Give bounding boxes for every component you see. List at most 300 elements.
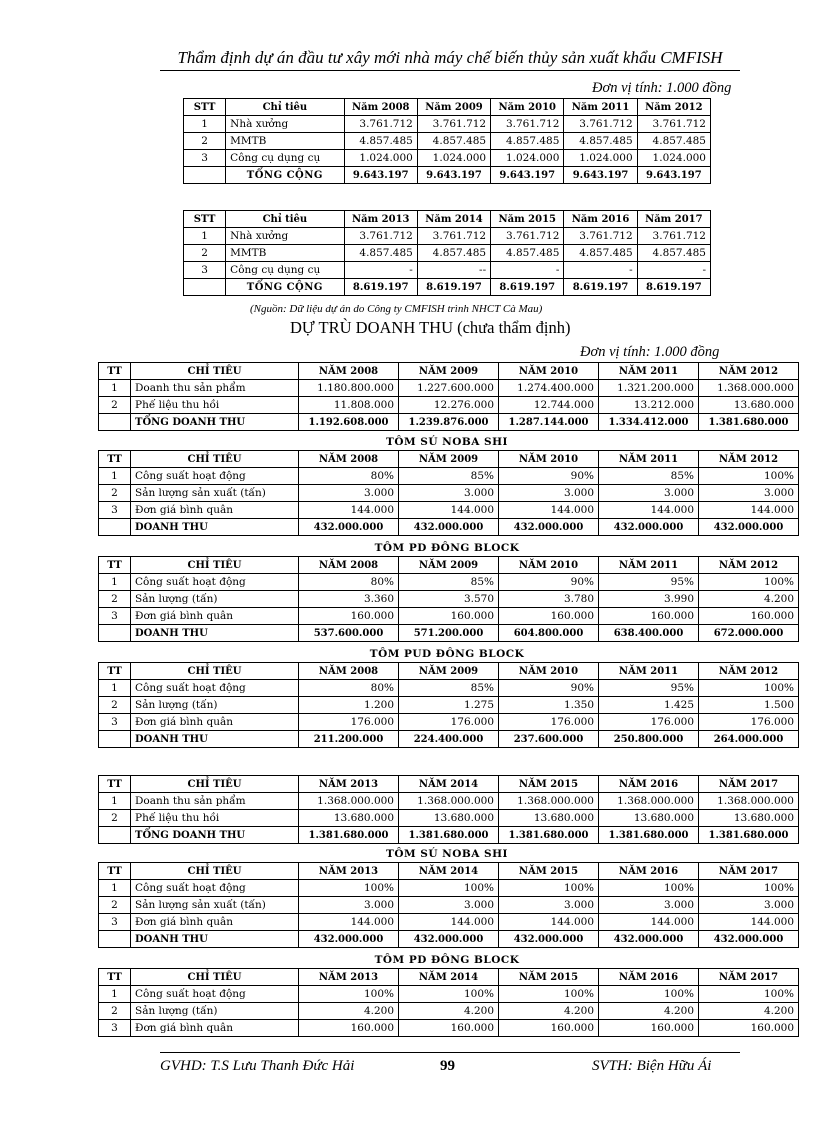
cell-value: 176.000 — [499, 714, 599, 731]
row-index: 3 — [184, 150, 226, 167]
table-row — [99, 591, 799, 608]
table-row — [99, 485, 799, 502]
cell-value: 3.000 — [399, 485, 499, 502]
total-value — [184, 279, 226, 296]
column-header: NĂM 2014 — [399, 863, 499, 880]
total-value — [99, 731, 131, 748]
row-label: MMTB — [226, 245, 344, 262]
cell-value: 85% — [399, 574, 499, 591]
table-row — [99, 880, 799, 897]
row-label: Doanh thu sản phẩm — [131, 793, 299, 810]
cell-value: 3.000 — [599, 485, 699, 502]
pd-table-2013-2017 — [98, 968, 799, 1037]
column-header: NĂM 2016 — [599, 863, 699, 880]
column-header: CHỈ TIÊU — [131, 863, 299, 880]
total-value: 1.287.144.000 — [499, 414, 599, 431]
cell-value: 3.000 — [499, 897, 599, 914]
unit-label: Đơn vị tính: 1.000 đồng — [592, 80, 732, 96]
cell-value: 100% — [399, 880, 499, 897]
cell-value: 4.857.485 — [417, 133, 490, 150]
column-header: NĂM 2008 — [299, 557, 399, 574]
total-value: 9.643.197 — [637, 167, 710, 184]
cell-value: 1.368.000.000 — [499, 793, 599, 810]
column-header: STT — [184, 99, 226, 116]
cell-value: 160.000 — [699, 608, 799, 625]
column-header: NĂM 2008 — [299, 363, 399, 380]
table-row — [99, 397, 799, 414]
header-row — [184, 99, 711, 116]
row-label: Nhà xưởng — [226, 116, 344, 133]
row-label: Công suất hoạt động — [131, 880, 299, 897]
total-value: 250.800.000 — [599, 731, 699, 748]
column-header: NĂM 2012 — [699, 363, 799, 380]
cell-value: - — [344, 262, 417, 279]
page-header: Thẩm định dự án đầu tư xây mới nhà máy chế biến thủy sản xuất khẩu CMFISH — [160, 48, 740, 71]
row-index: 1 — [99, 574, 131, 591]
cell-value: - — [491, 262, 564, 279]
cell-value: 3.000 — [499, 485, 599, 502]
table-row — [184, 150, 711, 167]
column-header: NĂM 2009 — [399, 451, 499, 468]
cell-value: 95% — [599, 680, 699, 697]
row-label: Sản lượng (tấn) — [131, 591, 299, 608]
column-header: Năm 2017 — [637, 211, 710, 228]
cell-value: 3.000 — [699, 485, 799, 502]
table-row — [99, 1020, 799, 1037]
source-note: (Nguồn: Dữ liệu dự án do Công ty CMFISH trình NHCT Cà Mau) — [250, 303, 543, 315]
row-index: 2 — [99, 1003, 131, 1020]
total-row — [99, 731, 799, 748]
total-value: 432.000.000 — [499, 519, 599, 536]
cell-value: 3.000 — [699, 897, 799, 914]
column-header: Năm 2013 — [344, 211, 417, 228]
footer-rule — [160, 1052, 740, 1053]
column-header: Năm 2012 — [637, 99, 710, 116]
total-value: 224.400.000 — [399, 731, 499, 748]
cell-value: 4.857.485 — [564, 245, 637, 262]
cell-value: 1.180.800.000 — [299, 380, 399, 397]
total-value — [99, 414, 131, 431]
table-row — [99, 1003, 799, 1020]
row-label: Công suất hoạt động — [131, 680, 299, 697]
cell-value: 100% — [699, 986, 799, 1003]
revenue-table-2008-2012 — [98, 362, 799, 431]
table-row — [99, 380, 799, 397]
row-index: 1 — [99, 380, 131, 397]
column-header: Năm 2008 — [344, 99, 417, 116]
cell-value: 3.761.712 — [344, 228, 417, 245]
cell-value: 3.761.712 — [344, 116, 417, 133]
column-header: CHỈ TIÊU — [131, 663, 299, 680]
row-label: Sản lượng (tấn) — [131, 697, 299, 714]
total-label: TỔNG DOANH THU — [131, 414, 299, 431]
investment-table-2008-2012 — [183, 98, 711, 184]
cell-value: 13.212.000 — [599, 397, 699, 414]
column-header: NĂM 2017 — [699, 969, 799, 986]
total-value — [99, 931, 131, 948]
cell-value: 90% — [499, 468, 599, 485]
column-header: Chỉ tiêu — [226, 99, 344, 116]
cell-value: 1.368.000.000 — [299, 793, 399, 810]
cell-value: 160.000 — [599, 1020, 699, 1037]
total-row — [99, 827, 799, 844]
header-row — [99, 863, 799, 880]
row-index: 3 — [99, 1020, 131, 1037]
row-label: Công cụ dụng cụ — [226, 150, 344, 167]
header-row — [99, 363, 799, 380]
row-index: 1 — [99, 986, 131, 1003]
cell-value: 1.425 — [599, 697, 699, 714]
cell-value: 160.000 — [299, 1020, 399, 1037]
caption-pd-1: TÔM PD ĐÔNG BLOCK — [374, 542, 520, 554]
cell-value: 12.744.000 — [499, 397, 599, 414]
cell-value: 3.000 — [599, 897, 699, 914]
table-row — [99, 468, 799, 485]
column-header: NĂM 2013 — [299, 863, 399, 880]
row-label: Đơn giá bình quân — [131, 502, 299, 519]
cell-value: 144.000 — [599, 502, 699, 519]
total-value: 1.381.680.000 — [399, 827, 499, 844]
total-value: 432.000.000 — [599, 519, 699, 536]
total-value: 237.600.000 — [499, 731, 599, 748]
row-label: Sản lượng sản xuất (tấn) — [131, 897, 299, 914]
cell-value: 144.000 — [499, 914, 599, 931]
total-label: TỔNG DOANH THU — [131, 827, 299, 844]
cell-value: 1.368.000.000 — [399, 793, 499, 810]
column-header: NĂM 2009 — [399, 363, 499, 380]
total-value: 432.000.000 — [299, 519, 399, 536]
column-header: NĂM 2008 — [299, 451, 399, 468]
total-label: DOANH THU — [131, 731, 299, 748]
cell-value: 1.321.200.000 — [599, 380, 699, 397]
cell-value: 13.680.000 — [399, 810, 499, 827]
cell-value: 144.000 — [699, 914, 799, 931]
table-row — [99, 502, 799, 519]
cell-value: 100% — [699, 574, 799, 591]
column-header: NĂM 2012 — [699, 451, 799, 468]
column-header: NĂM 2014 — [399, 776, 499, 793]
row-label: Doanh thu sản phẩm — [131, 380, 299, 397]
column-header: CHỈ TIÊU — [131, 969, 299, 986]
column-header: NĂM 2013 — [299, 776, 399, 793]
total-value: 1.239.876.000 — [399, 414, 499, 431]
cell-value: 176.000 — [699, 714, 799, 731]
total-row — [184, 167, 711, 184]
cell-value: 176.000 — [299, 714, 399, 731]
cell-value: 3.000 — [399, 897, 499, 914]
cell-value: 85% — [599, 468, 699, 485]
cell-value: 11.808.000 — [299, 397, 399, 414]
cell-value: 4.200 — [699, 1003, 799, 1020]
pud-table-2008-2012 — [98, 662, 799, 748]
row-index: 3 — [99, 502, 131, 519]
column-header: NĂM 2008 — [299, 663, 399, 680]
cell-value: 4.200 — [499, 1003, 599, 1020]
cell-value: 1.024.000 — [344, 150, 417, 167]
column-header: NĂM 2009 — [399, 663, 499, 680]
column-header: Năm 2014 — [417, 211, 490, 228]
row-index: 1 — [184, 228, 226, 245]
cell-value: 1.227.600.000 — [399, 380, 499, 397]
cell-value: 100% — [299, 986, 399, 1003]
row-label: MMTB — [226, 133, 344, 150]
cell-value: 100% — [699, 680, 799, 697]
cell-value: 100% — [499, 880, 599, 897]
column-header: Năm 2009 — [417, 99, 490, 116]
caption-noba-1: TÔM SÚ NOBA SHI — [386, 436, 508, 448]
table-row — [99, 680, 799, 697]
cell-value: 160.000 — [499, 1020, 599, 1037]
footer-advisor: GVHD: T.S Lưu Thanh Đức Hải — [160, 1058, 355, 1074]
column-header: NĂM 2010 — [499, 363, 599, 380]
cell-value: 1.350 — [499, 697, 599, 714]
caption-noba-2: TÔM SÚ NOBA SHI — [386, 848, 508, 860]
row-label: Nhà xưởng — [226, 228, 344, 245]
cell-value: 4.200 — [699, 591, 799, 608]
column-header: NĂM 2017 — [699, 776, 799, 793]
cell-value: 1.200 — [299, 697, 399, 714]
header-row — [99, 451, 799, 468]
noba-table-2008-2012 — [98, 450, 799, 536]
row-label: Sản lượng (tấn) — [131, 1003, 299, 1020]
unit-label-2: Đơn vị tính: 1.000 đồng — [580, 344, 720, 360]
total-row — [99, 519, 799, 536]
cell-value: 80% — [299, 468, 399, 485]
total-value: 1.381.680.000 — [699, 414, 799, 431]
cell-value: 13.680.000 — [699, 810, 799, 827]
cell-value: - — [637, 262, 710, 279]
column-header: TT — [99, 363, 131, 380]
total-value — [99, 519, 131, 536]
total-value: 1.381.680.000 — [599, 827, 699, 844]
table-row — [184, 116, 711, 133]
total-value: 571.200.000 — [399, 625, 499, 642]
cell-value: 95% — [599, 574, 699, 591]
column-header: NĂM 2010 — [499, 663, 599, 680]
footer-student: SVTH: Biện Hữu Ái — [592, 1058, 712, 1074]
row-index: 2 — [99, 897, 131, 914]
row-index: 1 — [99, 880, 131, 897]
row-index: 2 — [99, 810, 131, 827]
total-value: 1.381.680.000 — [499, 827, 599, 844]
cell-value: 4.857.485 — [344, 133, 417, 150]
cell-value: 85% — [399, 680, 499, 697]
cell-value: 100% — [599, 986, 699, 1003]
column-header: TT — [99, 557, 131, 574]
revenue-table-2013-2017 — [98, 775, 799, 844]
total-row — [99, 414, 799, 431]
column-header: NĂM 2010 — [499, 451, 599, 468]
cell-value: 1.500 — [699, 697, 799, 714]
cell-value: 176.000 — [399, 714, 499, 731]
total-row — [99, 931, 799, 948]
column-header: CHỈ TIÊU — [131, 363, 299, 380]
total-value: 8.619.197 — [491, 279, 564, 296]
total-value: 1.192.608.000 — [299, 414, 399, 431]
row-label: Phế liệu thu hồi — [131, 397, 299, 414]
row-label: Đơn giá bình quân — [131, 714, 299, 731]
total-value: 211.200.000 — [299, 731, 399, 748]
cell-value: 3.761.712 — [491, 116, 564, 133]
row-index: 1 — [99, 793, 131, 810]
row-index: 3 — [184, 262, 226, 279]
row-label: Công cụ dụng cụ — [226, 262, 344, 279]
total-value — [99, 625, 131, 642]
total-value: 432.000.000 — [299, 931, 399, 948]
header-row — [184, 211, 711, 228]
cell-value: 1.024.000 — [637, 150, 710, 167]
cell-value: 4.857.485 — [344, 245, 417, 262]
cell-value: 144.000 — [299, 502, 399, 519]
cell-value: -- — [417, 262, 490, 279]
column-header: NĂM 2013 — [299, 969, 399, 986]
cell-value: 3.761.712 — [417, 116, 490, 133]
row-label: Phế liệu thu hồi — [131, 810, 299, 827]
column-header: NĂM 2016 — [599, 776, 699, 793]
total-value: 432.000.000 — [699, 931, 799, 948]
column-header: Năm 2010 — [491, 99, 564, 116]
column-header: NĂM 2017 — [699, 863, 799, 880]
total-value: 9.643.197 — [491, 167, 564, 184]
cell-value: 1.024.000 — [417, 150, 490, 167]
cell-value: 4.857.485 — [637, 133, 710, 150]
table-row — [184, 133, 711, 150]
column-header: Năm 2011 — [564, 99, 637, 116]
column-header: TT — [99, 776, 131, 793]
cell-value: 4.857.485 — [417, 245, 490, 262]
row-label: Công suất hoạt động — [131, 468, 299, 485]
cell-value: 3.000 — [299, 897, 399, 914]
cell-value: 1.368.000.000 — [699, 380, 799, 397]
total-value — [99, 827, 131, 844]
total-value: 8.619.197 — [344, 279, 417, 296]
row-label: Công suất hoạt động — [131, 574, 299, 591]
column-header: NĂM 2011 — [599, 663, 699, 680]
row-index: 2 — [184, 245, 226, 262]
section-title: DỰ TRÙ DOANH THU (chưa thẩm định) — [290, 318, 571, 337]
total-value: 432.000.000 — [399, 931, 499, 948]
total-value: 264.000.000 — [699, 731, 799, 748]
cell-value: 13.680.000 — [699, 397, 799, 414]
cell-value: 100% — [699, 880, 799, 897]
column-header: Chỉ tiêu — [226, 211, 344, 228]
table-row — [99, 608, 799, 625]
cell-value: 160.000 — [499, 608, 599, 625]
column-header: CHỈ TIÊU — [131, 451, 299, 468]
column-header: NĂM 2012 — [699, 557, 799, 574]
row-index: 1 — [184, 116, 226, 133]
table-row — [99, 986, 799, 1003]
cell-value: 80% — [299, 680, 399, 697]
column-header: NĂM 2010 — [499, 557, 599, 574]
row-index: 2 — [99, 591, 131, 608]
cell-value: 144.000 — [599, 914, 699, 931]
cell-value: 3.570 — [399, 591, 499, 608]
cell-value: 3.360 — [299, 591, 399, 608]
column-header: Năm 2016 — [564, 211, 637, 228]
total-row — [184, 279, 711, 296]
total-label: DOANH THU — [131, 519, 299, 536]
pd-table-2008-2012 — [98, 556, 799, 642]
cell-value: 144.000 — [399, 502, 499, 519]
cell-value: 3.761.712 — [637, 116, 710, 133]
total-value: 604.800.000 — [499, 625, 599, 642]
header-row — [99, 663, 799, 680]
total-label: TỔNG CỘNG — [226, 279, 344, 296]
row-label: Sản lượng sản xuất (tấn) — [131, 485, 299, 502]
row-label: Đơn giá bình quân — [131, 608, 299, 625]
column-header: NĂM 2014 — [399, 969, 499, 986]
cell-value: 4.200 — [599, 1003, 699, 1020]
total-value: 432.000.000 — [599, 931, 699, 948]
column-header: NĂM 2015 — [499, 776, 599, 793]
cell-value: 4.200 — [299, 1003, 399, 1020]
cell-value: 4.857.485 — [564, 133, 637, 150]
cell-value: 3.761.712 — [564, 228, 637, 245]
cell-value: 100% — [299, 880, 399, 897]
cell-value: 85% — [399, 468, 499, 485]
column-header: NĂM 2016 — [599, 969, 699, 986]
row-index: 2 — [99, 397, 131, 414]
row-index: 2 — [184, 133, 226, 150]
cell-value: 1.275 — [399, 697, 499, 714]
caption-pd-2: TÔM PD ĐÔNG BLOCK — [374, 954, 520, 966]
column-header: TT — [99, 863, 131, 880]
table-row — [99, 897, 799, 914]
cell-value: 144.000 — [699, 502, 799, 519]
cell-value: 100% — [699, 468, 799, 485]
cell-value: 3.780 — [499, 591, 599, 608]
row-index: 3 — [99, 714, 131, 731]
cell-value: 4.200 — [399, 1003, 499, 1020]
row-index: 2 — [99, 697, 131, 714]
cell-value: 90% — [499, 574, 599, 591]
table-row — [99, 574, 799, 591]
total-value: 672.000.000 — [699, 625, 799, 642]
column-header: NĂM 2011 — [599, 363, 699, 380]
total-value: 432.000.000 — [399, 519, 499, 536]
total-value: 9.643.197 — [417, 167, 490, 184]
cell-value: 1.368.000.000 — [699, 793, 799, 810]
cell-value: 1.368.000.000 — [599, 793, 699, 810]
total-value: 9.643.197 — [344, 167, 417, 184]
noba-table-2013-2017 — [98, 862, 799, 948]
table-row — [99, 793, 799, 810]
column-header: CHỈ TIÊU — [131, 776, 299, 793]
cell-value: 144.000 — [299, 914, 399, 931]
total-label: DOANH THU — [131, 625, 299, 642]
header-row — [99, 776, 799, 793]
cell-value: 160.000 — [599, 608, 699, 625]
cell-value: 160.000 — [699, 1020, 799, 1037]
total-value: 8.619.197 — [417, 279, 490, 296]
cell-value: 160.000 — [399, 608, 499, 625]
cell-value: 144.000 — [399, 914, 499, 931]
row-label: Đơn giá bình quân — [131, 1020, 299, 1037]
total-value: 638.400.000 — [599, 625, 699, 642]
cell-value: 13.680.000 — [299, 810, 399, 827]
cell-value: 100% — [399, 986, 499, 1003]
cell-value: 12.276.000 — [399, 397, 499, 414]
total-value: 9.643.197 — [564, 167, 637, 184]
column-header: Năm 2015 — [491, 211, 564, 228]
total-value: 1.381.680.000 — [299, 827, 399, 844]
cell-value: 100% — [499, 986, 599, 1003]
table-row — [184, 245, 711, 262]
cell-value: 3.000 — [299, 485, 399, 502]
cell-value: 4.857.485 — [491, 133, 564, 150]
table-row — [99, 810, 799, 827]
